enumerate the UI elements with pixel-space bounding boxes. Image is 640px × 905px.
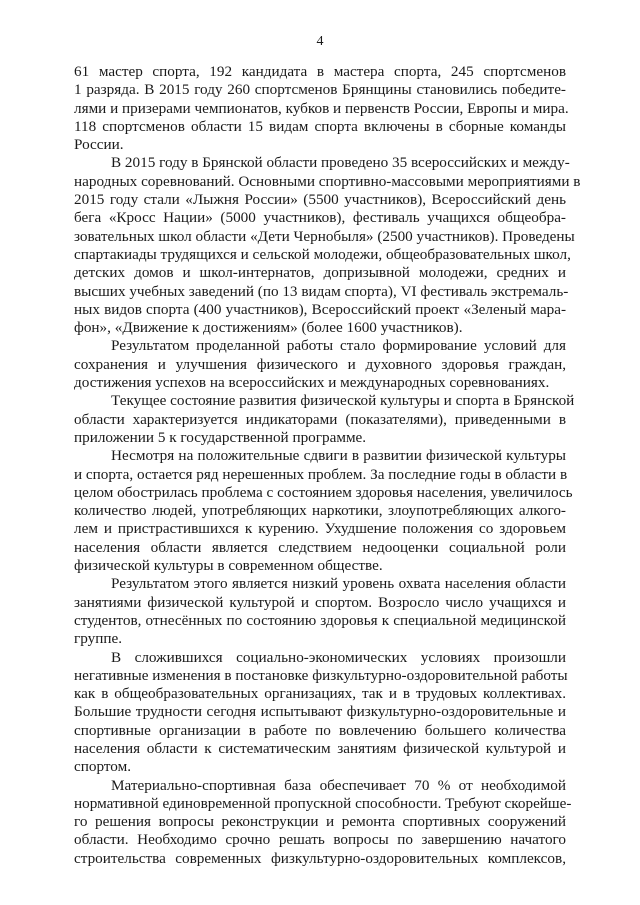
text-line: Несмотря на положительные сдвиги в развитии физической культуры: [111, 447, 566, 465]
text-line: сохранения и улучшения физического и духовного здоровья граждан,: [74, 355, 566, 373]
text-line: физической культуры в современном обществе.: [74, 557, 383, 575]
text-line: лями и призерами чемпионатов, кубков и первенств России, Европы и мира.: [74, 99, 569, 117]
text-line: количество людей, употребляющих наркотики, злоупотребляющих алкого-: [74, 502, 566, 520]
paragraph: [74, 337, 566, 392]
text-line: В сложившихся социально-экономических условиях произошли: [111, 648, 566, 666]
paragraph: [74, 649, 566, 777]
text-line: 61 мастер спорта, 192 кандидата в мастера спорта, 245 спортсменов: [74, 63, 566, 80]
text-line: фон», «Движение к достижениям» (более 1600 участников).: [74, 319, 463, 337]
text-line: целом обострилась проблема с состоянием здоровья населения, увеличилось: [74, 483, 573, 501]
text-line: высших учебных заведений (по 13 видам спорта), VI фестиваль экстремаль-: [74, 282, 569, 300]
text-line: Результатом проделанной работы стало формирование условий для: [111, 337, 566, 355]
text-line: России.: [74, 136, 124, 154]
text-line: студентов, отнесённых по состоянию здоровья к специальной медицинской: [74, 611, 566, 629]
text-line: населения области является следствием недооценки социальной роли: [74, 538, 566, 556]
text-line: народных соревнований. Основными спортивно-массовыми мероприятиями в: [74, 172, 581, 190]
text-line: негативные изменения в постановке физкультурно-оздоровительной работы: [74, 666, 568, 684]
text-line: Материально-спортивная база обеспечивает 70 % от необходимой: [111, 776, 566, 794]
text-line: 1 разряда. В 2015 году 260 спортсменов Брянщины становились победите-: [74, 81, 566, 99]
paragraph: [74, 776, 572, 868]
text-line: спортом.: [74, 758, 132, 776]
text-line: бега «Кросс Нации» (5000 участников), фестиваль учащихся общеобра-: [74, 209, 566, 227]
text-line: строительства современных физкультурно-оздоровительных комплексов,: [74, 849, 566, 867]
text-line: В 2015 году в Брянской области проведено 35 всероссийских и между-: [111, 154, 570, 172]
page-number: 4: [316, 34, 324, 49]
paragraph: [74, 154, 581, 337]
text-line: и спорта, остается ряд нерешенных проблем. За последние годы в области в: [74, 465, 568, 483]
text-line: го решения вопросы реконструкции и ремонта спортивных сооружений: [74, 813, 566, 831]
text-line: нормативной единовременной пропускной способности. Требуют скорейше-: [74, 794, 572, 812]
paragraph: [74, 447, 573, 575]
text-line: лем и пристрастившихся к курению. Ухудшение положения со здоровьем: [74, 520, 566, 538]
text-line: группе.: [74, 630, 123, 648]
text-line: зовательных школ области «Дети Чернобыля» (2500 участников). Проведены: [74, 227, 575, 245]
text-line: области. Необходимо срочно решать вопросы по завершению начатого: [74, 831, 566, 849]
text-line: спартакиады трудящихся и сельской молодежи, общеобразовательных школ,: [74, 245, 571, 263]
text-line: области характеризуется индикаторами (показателями), приведенными в: [74, 410, 566, 428]
text-line: населения области к систематическим занятиям физической культурой и: [74, 739, 566, 757]
text-line: ных видов спорта (400 участников), Всероссийский проект «Зеленый мара-: [74, 300, 566, 318]
text-line: приложении 5 к государственной программе.: [74, 428, 367, 446]
text-line: Большие трудности сегодня испытывают физкультурно-оздоровительные и: [74, 703, 566, 721]
body-text: [74, 63, 581, 868]
text-line: Результатом этого является низкий уровень охвата населения области: [111, 575, 566, 593]
paragraph: [74, 392, 575, 447]
text-line: Текущее состояние развития физической культуры и спорта в Брянской: [111, 392, 575, 410]
text-line: достижения успехов на всероссийских и международных соревнованиях.: [74, 374, 550, 392]
text-line: детских домов и школ-интернатов, допризывной молодежи, средних и: [74, 264, 566, 282]
text-line: 118 спортсменов области 15 видам спорта включены в сборные команды: [74, 117, 566, 135]
text-line: 2015 году стали «Лыжня России» (5500 участников), Всероссийский день: [74, 191, 566, 209]
text-line: занятиями физической культурой и спортом. Возросло число учащихся и: [74, 593, 566, 611]
text-line: как в общеобразовательных организациях, так и в трудовых коллективах.: [74, 685, 566, 703]
paragraph: [74, 63, 569, 154]
text-line: спортивные организации в работе по вовлечению большего количества: [74, 721, 566, 739]
paragraph: [74, 575, 566, 648]
